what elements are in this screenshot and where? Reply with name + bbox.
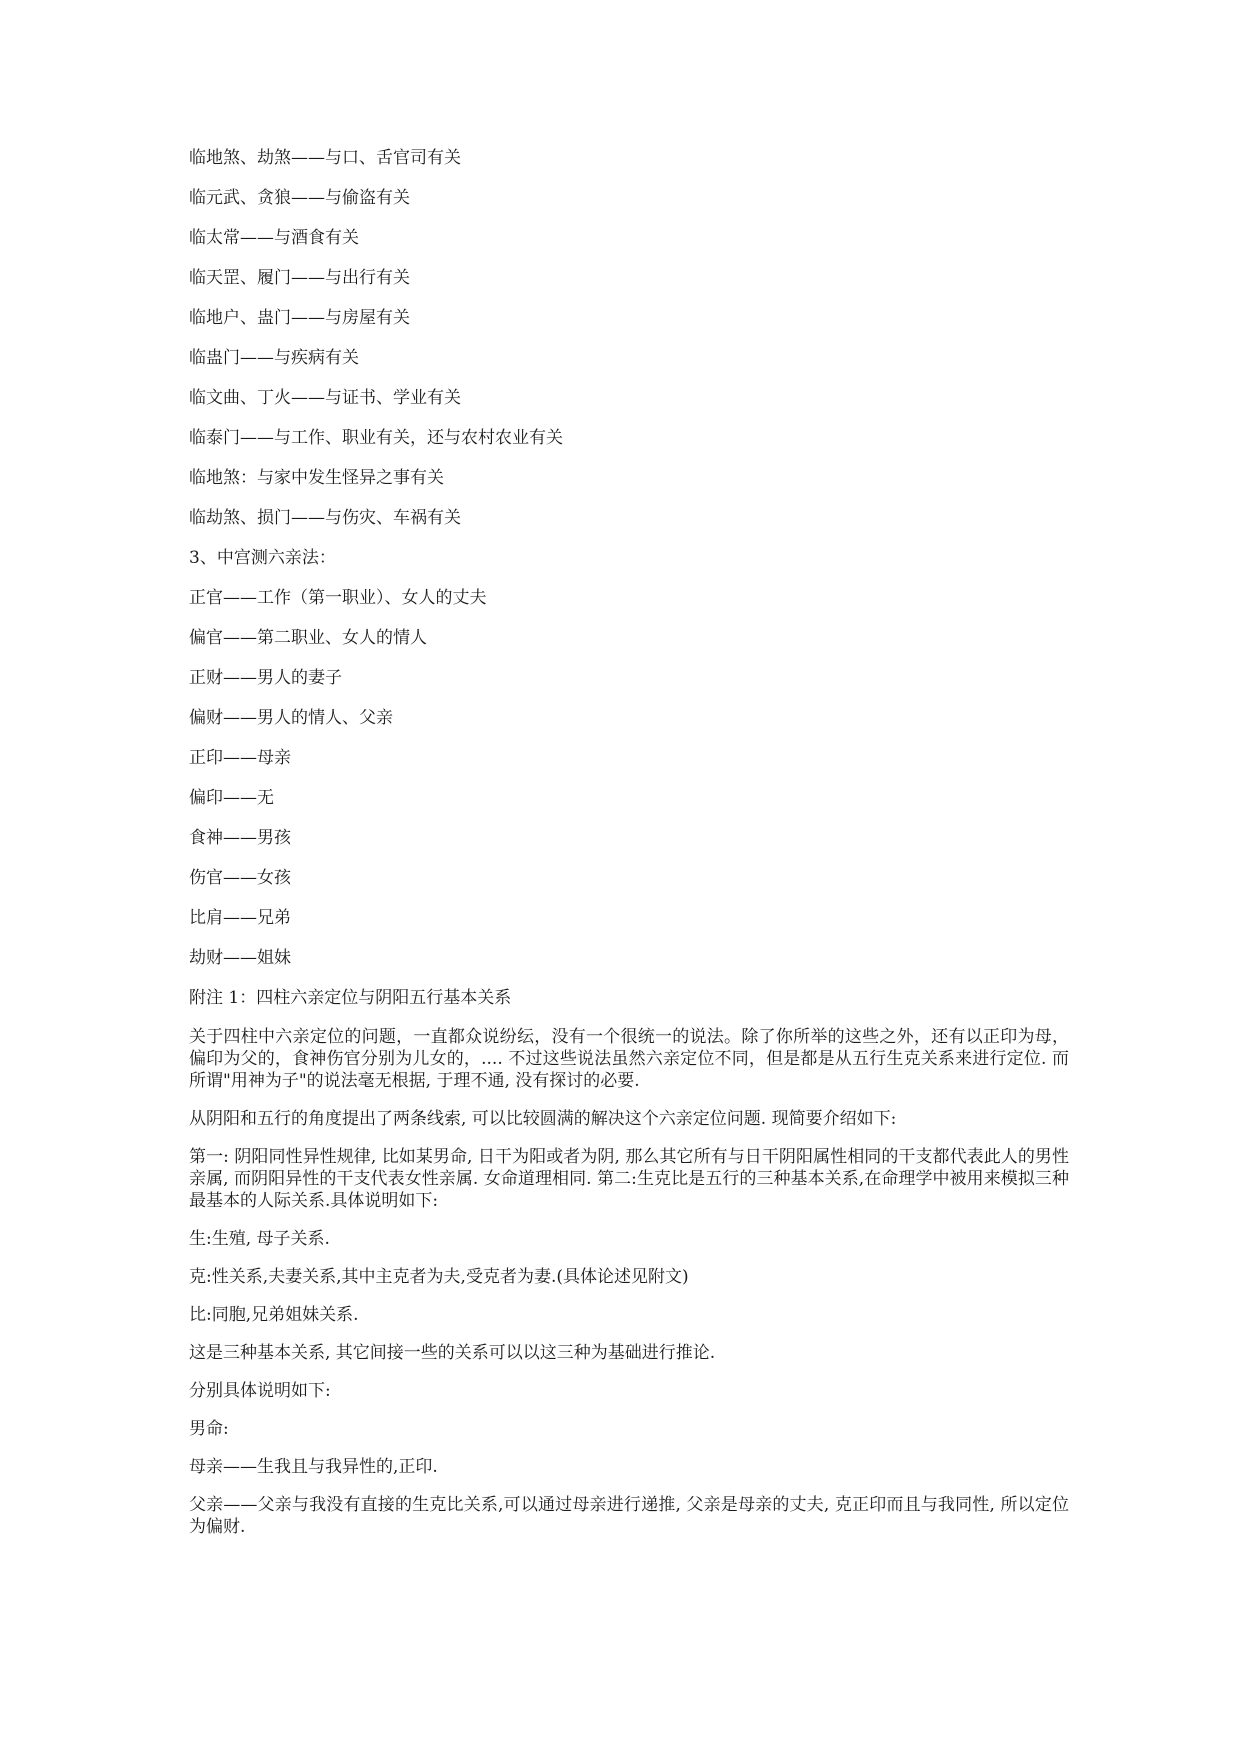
text-line: 临劫煞、损门——与伤灾、车祸有关: [189, 508, 461, 528]
paragraph: 这是三种基本关系, 其它间接一些的关系可以以这三种为基础进行推论.: [189, 1343, 716, 1363]
paragraph: 第一: 阴阳同性异性规律, 比如某男命, 日干为阳或者为阴, 那么其它所有与日干阴阳属性相同的干支都代表此人的男性亲属, 而阴阳异性的干支代表女性亲属. 女命道理相同. 第二:生克比是五行的三种基本关系,在命理学中被用来模拟三种最基本的人际关系.具体说明如下:: [189, 1147, 1069, 1211]
text-line: 偏官——第二职业、女人的情人: [189, 628, 427, 648]
text-line: 临泰门——与工作、职业有关，还与农村农业有关: [189, 428, 563, 448]
text-line: 临地煞、劫煞——与口、舌官司有关: [189, 148, 461, 168]
text-line: 偏财——男人的情人、父亲: [189, 708, 393, 728]
text-line: 比肩——兄弟: [189, 908, 291, 928]
paragraph: 比:同胞,兄弟姐妹关系.: [189, 1305, 359, 1325]
text-line: 临文曲、丁火——与证书、学业有关: [189, 388, 461, 408]
text-line: 临蛊门——与疾病有关: [189, 348, 359, 368]
text-line: 临元武、贪狼——与偷盗有关: [189, 188, 410, 208]
text-line: 临地煞：与家中发生怪异之事有关: [189, 468, 444, 488]
paragraph: 生:生殖, 母子关系.: [189, 1229, 330, 1249]
paragraph: 克:性关系,夫妻关系,其中主克者为夫,受克者为妻.(具体论述见附文): [189, 1267, 689, 1287]
paragraph: 关于四柱中六亲定位的问题，一直都众说纷纭，没有一个很统一的说法。除了你所举的这些之外，还有以正印为母，偏印为父的，食神伤官分别为儿女的，.... 不过这些说法虽然六亲定位不同，但是都是从五行生克关系来进行定位. 而所谓"用神为子"的说法毫无根据, 于理不通, 没有探讨的必要.: [189, 1027, 1069, 1091]
paragraph: 男命:: [189, 1419, 229, 1439]
paragraph: 分别具体说明如下:: [189, 1381, 331, 1401]
text-line: 临太常——与酒食有关: [189, 228, 359, 248]
text-line: 劫财——姐妹: [189, 948, 291, 968]
text-line: 正官——工作（第一职业）、女人的丈夫: [189, 588, 487, 608]
text-line: 临地户、蛊门——与房屋有关: [189, 308, 410, 328]
appendix-heading: 附注 1：四柱六亲定位与阴阳五行基本关系: [189, 988, 512, 1008]
document-page: [189, 146, 1069, 1554]
paragraph: 母亲——生我且与我异性的,正印.: [189, 1457, 438, 1477]
paragraph: 父亲——父亲与我没有直接的生克比关系,可以通过母亲进行递推, 父亲是母亲的丈夫, 克正印而且与我同性, 所以定位为偏财.: [189, 1495, 1069, 1537]
text-line: 正印——母亲: [189, 748, 291, 768]
text-line: 食神——男孩: [189, 828, 291, 848]
text-line: 偏印——无: [189, 788, 274, 808]
text-line: 正财——男人的妻子: [189, 668, 342, 688]
section-heading: 3、中宫测六亲法：: [189, 548, 336, 568]
text-line: 临天罡、履门——与出行有关: [189, 268, 410, 288]
paragraph: 从阴阳和五行的角度提出了两条线索, 可以比较圆满的解决这个六亲定位问题. 现简要介绍如下:: [189, 1109, 897, 1129]
text-line: 伤官——女孩: [189, 868, 291, 888]
